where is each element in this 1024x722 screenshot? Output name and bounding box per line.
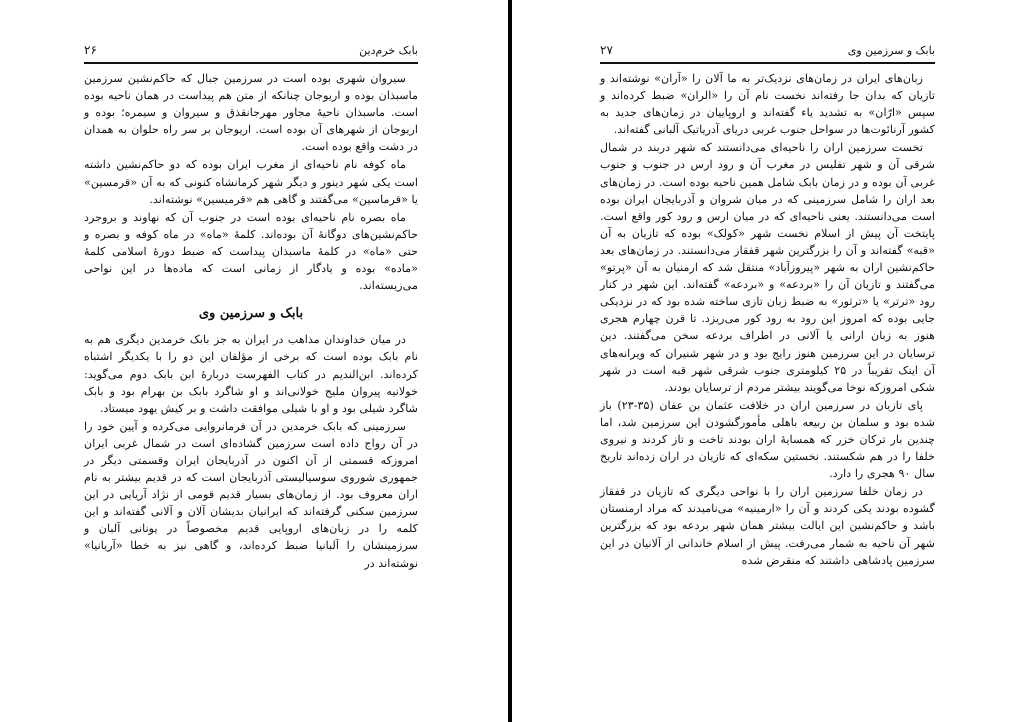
page-header: [600, 42, 935, 64]
paragraph: ماه کوفه نام ناحیه‌ای از مغرب ایران بوده که دو حاکم‌نشین داشته است یکی شهر دینور و دیگر شهر کرمانشاه کنونی که به آن «قرمسین» یا «قرماسین» می‌گفتند و گاهی هم «قرمیسین» نوشته‌اند.: [84, 158, 418, 206]
body-text: [600, 70, 935, 570]
section-heading: بابک و سرزمین وی: [198, 306, 304, 322]
right-page: [512, 0, 1024, 722]
left-page: [0, 0, 508, 722]
paragraph: سیروان شهری بوده است در سرزمین جبال که حاکم‌نشین سرزمین ماسبذان بوده و اریوجان چنانکه از متن هم پیداست در همان ناحیه بوده است. ماسبذان ناحیهٔ مجاور مهرجانقذق و سیروان و سیمره؛ بوده و اریوجان از شهرهای آن بوده است. اریوجان بر سر راه حلوان به همدان در دشت واقع بوده است.: [84, 72, 418, 154]
page-header: [84, 42, 418, 64]
running-title: بابک خرم‌دین: [359, 44, 418, 57]
page-number: ۲۷: [600, 43, 613, 57]
page-number: ۲۶: [84, 43, 97, 57]
paragraph: در زمان خلفا سرزمین اران را با نواحی دیگری که تازیان در قفقاز گشوده بودند یکی کردند و آن را «ارمینیه» می‌نامیدند که مراد ارمنستان باشد و حاکم‌نشین این ایالت بیشتر همان شهر بردعه بود که بزرگترین شهر آن ناحیه به شمار می‌رفت. پیش از اسلام خاندانی از آلانیان در این سرزمین پادشاهی داشتند که منقرض شده: [600, 485, 935, 567]
paragraph: تخست سرزمین اران را ناحیه‌ای می‌دانستند که شهر دربند در شمال شرقی آن و شهر تفلیس در مغرب آن و رود ارس در جنوب و جنوب غربی آن بوده و در زمان بابک شامل همین ناحیه بوده است. در زمان‌های بعد اران را شامل سرزمینی که در میان شروان و آذربایجان ایران بوده است می‌دانستند. یعنی ناحیه‌ای که در میان ارس و رود کور واقع است. پایتخت آن پیش از اسلام نخست شهر «کولک» بوده که تازیان به آن «قبه» گفته‌اند و آن را بزرگترین شهر قفقاز می‌دانستند. در زمان‌های بعد حاکم‌نشین اران به شهر «پیروزآباد» منتقل شد که ارمنیان به آن «پرتو» می‌گفتند و تازیان آن را «بردعه» و «بردعه» گفته‌اند. این شهر در کنار رود «ترتر» یا «ترثور» به ضبط زبان تازی ساخته شده بود که در نزدیکی جایی بوده که امروز این رود به رود کور می‌ریزد. تا قرن چهارم هجری هنوز به زبان ارانی یا آلانی در اطراف بردعه سخن می‌گفتند. دین ترسایان در این سرزمین هنوز رایج بود و در شهر شنیران که ویرانه‌های آن اینک تقریباً در ۲۵ کیلومتری جنوب شرقی شهر قبه است در شهر شکی امروزکه نوخا می‌گویند بیشتر مردم از ترسایان بودند.: [600, 141, 935, 394]
paragraph: ماه بصره نام ناحیه‌ای بوده است در جنوب آن که نهاوند و بروجرد حاکم‌نشین‌های دوگانهٔ آن بوده‌اند. کلمهٔ «ماه» در ماه کوفه و بصره و حتی «ماه» در کلمهٔ ماسبذان پیداست که ضبط دورهٔ اسلامی کلمهٔ «ماده» بوده و یادگار از زمانی است که ماده‌ها در این نواحی می‌زیسته‌اند.: [84, 210, 418, 293]
paragraph: زبان‌های ایران در زمان‌های نزدیک‌تر به ما آلان را «آران» نوشته‌اند و تازیان که بدان جا رفته‌اند نخست نام آن را «الران» ضبط کرده‌اند و سپس «ارّان» به تشدید یاء گفته‌اند و اروپاییان در زمان‌های جدید به کشور آرنائوت‌ها در سواحل جنوب غربی دریای آدریاتیک آلبانی گفته‌اند.: [600, 72, 935, 137]
paragraph: پای تازیان در سرزمین اران در خلافت عثمان بن عفان (۳۵-۲۳) باز شده بود و سلمان بن ربیعه باهلی مأمورگشودن این سرزمین شد، اما چندین بار ترکان خزر که همسایهٔ اران بودند تاخت و تاز کردند و نیروی خلفا را در هم شکستند. نخستین سکه‌ای که تازیان در اران زده‌اند تاریخ سال ۹۰ هجری را دارد.: [600, 398, 935, 481]
body-text: [84, 70, 418, 573]
paragraph: در میان خداوندان مذاهب در ایران به جز بابک خرمدین دیگری هم به نام بابک بوده است که برخی از مؤلفان این دو را با یکدیگر اشتباه کرده‌اند. ابن‌الندیم در کتاب الفهرست دربارهٔ ابن بابک دوم می‌گوید: خولانیه پیروان ملیح خولانی‌اند و او شاگرد بابک بن بهرام بود و بابک شاگرد شیلی بود و او با شیلی موافقت داشت و بر کیش یهود میستاد.: [84, 333, 418, 415]
paragraph: سرزمینی که بابک خرمدین در آن فرمانروایی می‌کرده و آیین خود را در آن رواج داده است سرزمین گشاده‌ای است در شمال غربی ایران امروزکه قسمتی از آن اکنون در آذربایجان ایران وقسمتی دیگر در جمهوری شوروی سوسیالیستی آذربایجان است که در قدیم بیشتر به نام اران معروف بود. از زمان‌های بسیار قدیم قومی از نژاد آریایی در این سرزمین سکنی گرفته‌اند که ایرانیان بدیشان آلان و آلانی گفته‌اند و این کلمه را در زبان‌های اروپایی قدیم مخصوصاً در یونانی آلبان و سرزمینشان را آلبانیا ضبط کرده‌اند، و گاهی نیز به خطا «آریانیا» نوشته‌اند در: [84, 419, 418, 570]
running-title: بابک و سرزمین وی: [847, 44, 935, 57]
